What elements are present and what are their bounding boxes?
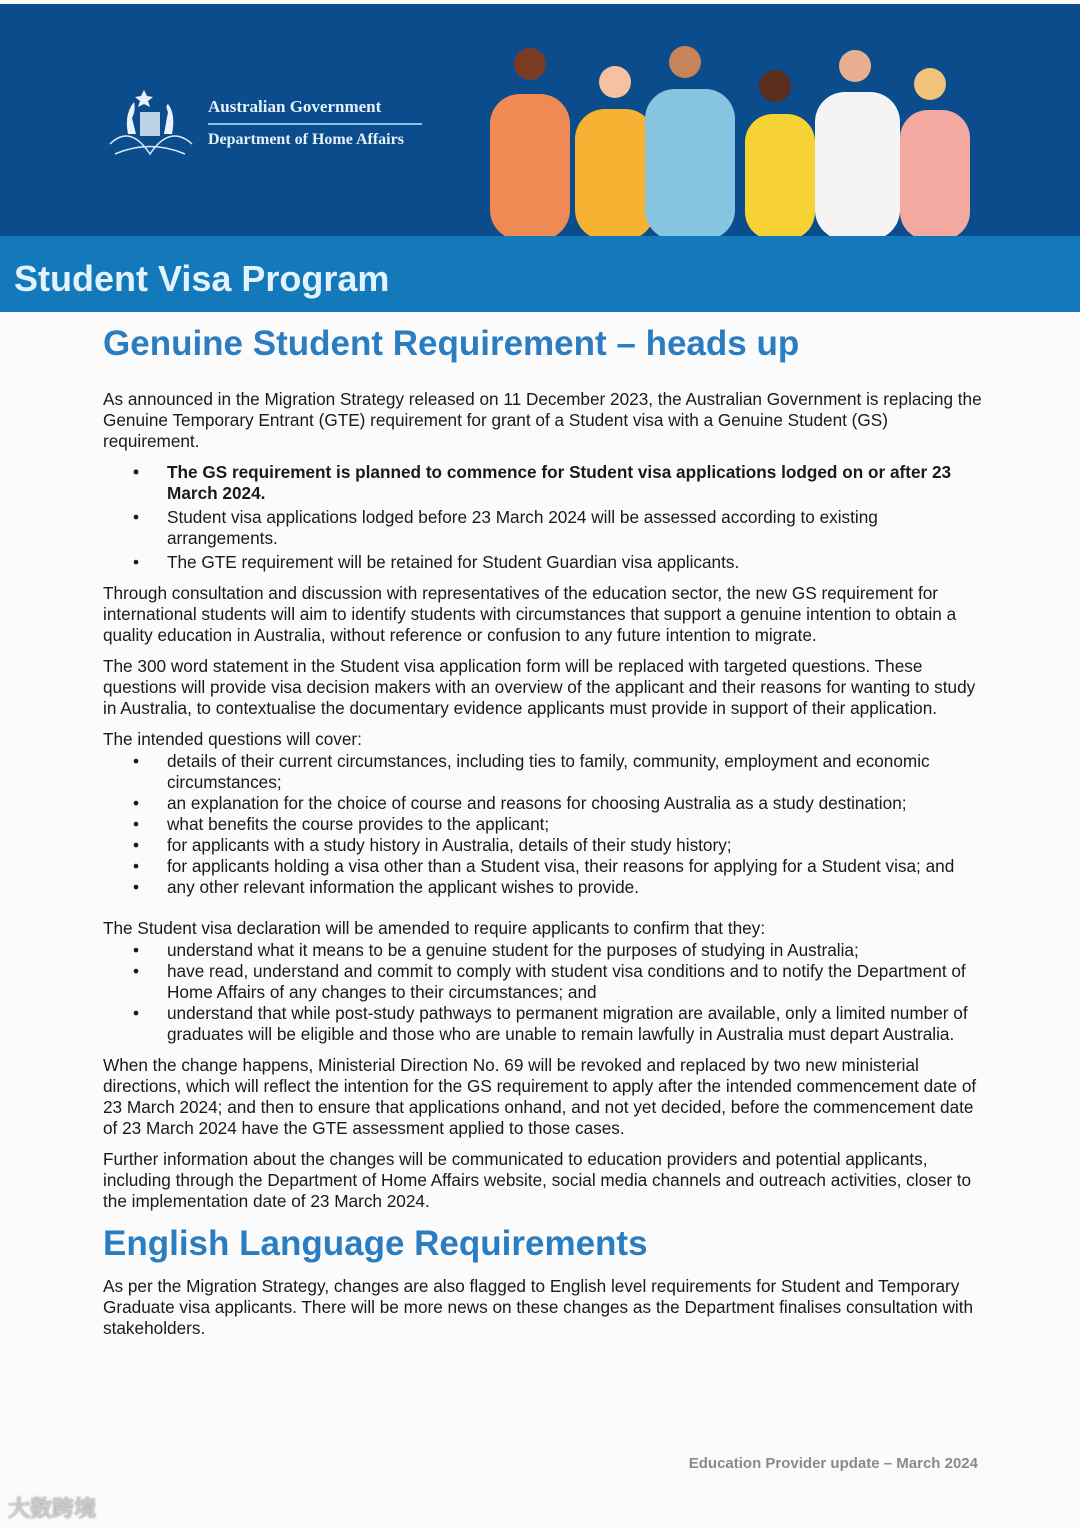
english-paragraph: As per the Migration Strategy, changes are also flagged to English level requirements for Student and Temporary Graduate visa applicants. There will be more news on these changes as the Department finalises consultation with stakeholders. xyxy=(103,1276,974,1338)
declaration-item: • understand what it means to be a genuine student for the purposes of studying in Australia; xyxy=(103,940,983,961)
gs-bullet: • The GS requirement is planned to commence for Student visa applications lodged on or after 23 March 2024. xyxy=(103,462,983,504)
declaration-item: • have read, understand and commit to comply with student visa conditions and to notify the Department of Home Affairs of any changes to their circumstances; and xyxy=(103,961,983,1003)
declaration-item: • understand that while post-study pathways to permanent migration are available, only a limited number of graduates will be eligible and those who are unable to remain lawfully in Australia must depart Australia. xyxy=(103,1003,983,1045)
question-item: • details of their current circumstances, including ties to family, community, employment and economic circumstances; xyxy=(103,751,983,793)
gs-paragraph: Further information about the changes will be communicated to education providers and potential applicants, including through the Department of Home Affairs website, social media channels and outreach activities, closer to the implementation date of 23 March 2024. xyxy=(103,1149,972,1211)
department-name: Department of Home Affairs xyxy=(208,131,404,148)
questions-intro: The intended questions will cover: xyxy=(103,729,362,749)
gs-bullet: • The GTE requirement will be retained for Student Guardian visa applicants. xyxy=(103,552,983,573)
watermark: 大数跨境 xyxy=(8,1496,97,1521)
question-item: • an explanation for the choice of course and reasons for choosing Australia as a study destination; xyxy=(103,793,983,814)
footer-note: Education Provider update – March 2024 xyxy=(688,1455,978,1472)
program-band xyxy=(0,236,1080,312)
question-item: • any other relevant information the applicant wishes to provide. xyxy=(103,877,983,898)
document-body xyxy=(103,322,983,1349)
gs-heading: Genuine Student Requirement – heads up xyxy=(103,324,800,363)
gs-bullet: • Student visa applications lodged before 23 March 2024 will be assessed according to existing arrangements. xyxy=(103,507,983,549)
declaration-intro: The Student visa declaration will be amended to require applicants to confirm that they: xyxy=(103,918,766,938)
program-title: Student Visa Program xyxy=(14,258,390,299)
coat-of-arms-icon xyxy=(100,84,200,162)
english-heading: English Language Requirements xyxy=(103,1224,648,1263)
government-logo xyxy=(100,84,422,162)
gs-intro: As announced in the Migration Strategy released on 11 December 2023, the Australian Government is replacing the Genuine Temporary Entrant (GTE) requirement for grant of a Student visa with a Genuine Student (GS) requirement. xyxy=(103,389,982,451)
gs-paragraph: The 300 word statement in the Student visa application form will be replaced with targeted questions. These questions will provide visa decision makers with an overview of the applicant and their reasons for wanting to study in Australia, to contextualise the documentary evidence applicants must provide in support of their application. xyxy=(103,656,976,718)
gs-paragraph: Through consultation and discussion with representatives of the education sector, the new GS requirement for international students will aim to identify students with circumstances that support a genuine intention to obtain a quality education in Australia, without reference or confusion to any future intention to migrate. xyxy=(103,583,957,645)
question-item: • for applicants with a study history in Australia, details of their study history; xyxy=(103,835,983,856)
students-illustration xyxy=(480,44,980,240)
gs-paragraph: When the change happens, Ministerial Direction No. 69 will be revoked and replaced by two new ministerial directions, which will reflect the intention for the GS requirement to apply after the intended commencement date of 23 March 2024; and then to ensure that applications onhand, and not yet decided, before the commencement date of 23 March 2024 have the GTE assessment applied to those cases. xyxy=(103,1055,977,1138)
government-name: Australian Government xyxy=(208,97,422,125)
student-figure xyxy=(490,46,970,240)
question-item: • for applicants holding a visa other than a Student visa, their reasons for applying for a Student visa; and xyxy=(103,856,983,877)
question-item: • what benefits the course provides to the applicant; xyxy=(103,814,983,835)
header-banner xyxy=(0,4,1080,236)
